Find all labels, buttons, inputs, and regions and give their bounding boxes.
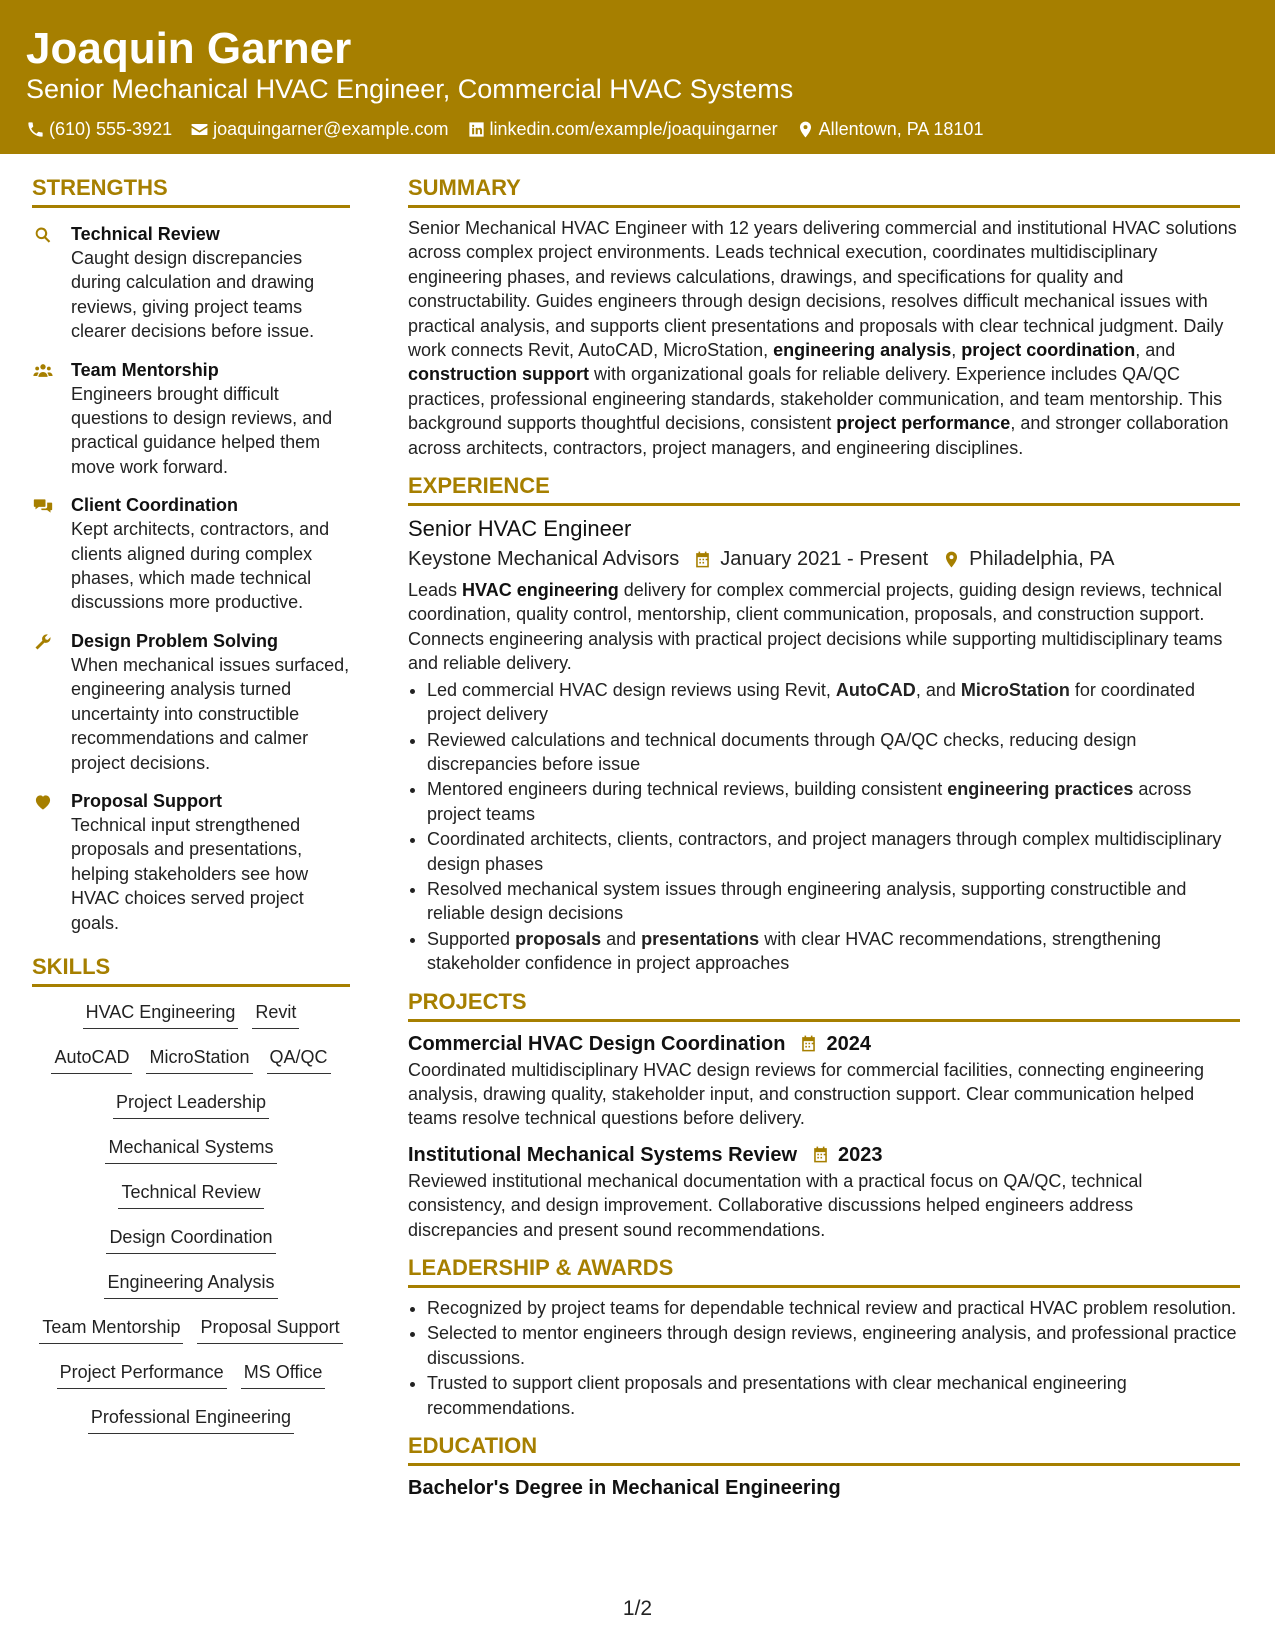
company-name: Keystone Mechanical Advisors <box>408 548 680 571</box>
project-header <box>408 1141 1240 1169</box>
skill-tag: Mechanical Systems <box>105 1135 276 1164</box>
projects-list <box>408 1030 1240 1242</box>
contact-linkedin[interactable] <box>467 116 778 142</box>
skill-tag: Team Mentorship <box>39 1315 183 1344</box>
strength-description: When mechanical issues surfaced, engineering analysis turned uncertainty into constructible recommendations and calmer project decisions. <box>71 654 350 773</box>
job-location: Philadelphia, PA <box>969 548 1115 571</box>
skill-tag: Project Performance <box>57 1360 227 1389</box>
resume-header <box>0 0 1275 154</box>
linkedin-text: linkedin.com/example/joaquingarner <box>489 119 778 139</box>
job-meta <box>408 544 1240 574</box>
linkedin-icon <box>467 120 486 139</box>
wrench-icon <box>32 632 54 652</box>
body-text: Leads <box>408 580 463 601</box>
map-marker-icon <box>796 120 815 139</box>
body-text: for coordinated project delivery <box>427 679 1195 725</box>
candidate-name: Joaquin Garner <box>26 24 352 73</box>
skill-tag: Technical Review <box>118 1180 263 1209</box>
leadership-list <box>408 1296 1240 1420</box>
strength-title: Proposal Support <box>71 790 223 811</box>
emphasis-text: MicroStation <box>960 679 1070 700</box>
contact-location <box>796 116 984 142</box>
body-text: Senior Mechanical HVAC Engineer with 12 years delivering commercial and institutional HVAC solutions across complex project environments. Leads technical execution, coordinates multidisciplinary engineering phases, and reviews calculations, drawings, and specifications for quality and constructability. Guides engineers through design decisions, resolves difficult mechanical issues with practical analysis, and supports client presentations and proposals with clear technical judgment. Daily work connects Revit, AutoCAD, MicroStation, <box>408 218 1237 361</box>
strength-title: Team Mentorship <box>71 359 219 380</box>
skill-tag: Project Leadership <box>113 1090 269 1119</box>
strength-description: Caught design discrepancies during calculation and drawing reviews, giving project teams clearer decisions before issue. <box>71 248 315 342</box>
summary-heading: SUMMARY <box>408 174 1240 208</box>
strength-title: Design Problem Solving <box>71 630 279 651</box>
skill-tag: MicroStation <box>146 1045 252 1074</box>
strength-description: Technical input strengthened proposals and presentations, helping stakeholders see how HVAC choices served project goals. <box>71 814 309 933</box>
summary-section <box>408 174 1240 460</box>
body-text: Mentored engineers during technical reviews, building consistent <box>427 779 948 800</box>
skill-tag: MS Office <box>241 1360 326 1389</box>
skill-tag: QA/QC <box>267 1045 331 1074</box>
leadership-item: • Recognized by project teams for dependable technical review and practical HVAC problem resolution. <box>427 1296 1240 1320</box>
education-heading: EDUCATION <box>408 1432 1240 1466</box>
experience-heading: EXPERIENCE <box>408 472 1240 506</box>
skills-heading: SKILLS <box>32 953 350 987</box>
job-bullet <box>427 927 1240 976</box>
strength-description: Engineers brought difficult questions to design reviews, and practical guidance helped them move work forward. <box>71 383 333 477</box>
emphasis-text: presentations <box>641 928 760 949</box>
skill-tag: AutoCAD <box>51 1045 132 1074</box>
strength-item <box>32 789 350 935</box>
body-text: Reviewed calculations and technical documents through QA/QC checks, reducing design discrepancies before issue <box>427 729 1137 774</box>
summary-text <box>408 216 1240 460</box>
emphasis-text: engineering practices <box>947 779 1134 800</box>
body-text: Supported <box>427 928 516 949</box>
job-bullet <box>427 678 1240 727</box>
heart-icon <box>32 792 54 812</box>
strengths-list <box>32 222 350 935</box>
education-section <box>408 1432 1240 1502</box>
calendar-icon <box>799 1034 818 1053</box>
skill-tag: Proposal Support <box>197 1315 342 1344</box>
map-marker-icon <box>942 550 961 569</box>
strength-title: Technical Review <box>71 224 220 244</box>
job-bullet <box>427 728 1240 777</box>
project-year: 2024 <box>826 1032 871 1055</box>
contact-phone[interactable] <box>26 116 172 142</box>
skill-tag: Engineering Analysis <box>104 1270 277 1299</box>
emphasis-text: construction support <box>408 364 589 385</box>
leadership-section <box>408 1254 1240 1420</box>
project-description: Coordinated multidisciplinary HVAC design reviews for commercial facilities, connecting engineering analysis, drawing quality, stakeholder input, and construction support. Clear communication helped teams resolve technical questions before delivery. <box>408 1059 1205 1129</box>
skills-section <box>32 953 350 1445</box>
body-text: across project teams <box>427 779 1192 824</box>
body-text: with organizational goals for reliable delivery. Experience includes QA/QC practices, professional engineering standards, stakeholder communication, and team mentorship. This background supports thoughtful decisions, consistent <box>408 364 1223 434</box>
calendar-icon <box>811 1145 830 1164</box>
project-name: Institutional Mechanical Systems Review <box>408 1143 798 1166</box>
project-description: Reviewed institutional mechanical documentation with a practical focus on QA/QC, technical consistency, and design improvement. Collaborative discussions helped engineers address discrepancies and present sound recommendations. <box>408 1170 1143 1240</box>
body-text: , and <box>1135 340 1176 361</box>
skill-tag: Professional Engineering <box>88 1405 294 1434</box>
body-text: delivery for complex commercial projects, guiding design reviews, technical coordination, quality control, mentorship, client communication, proposals, and construction support. Connects engineering analysis with practical project decisions while supporting multidisciplinary teams and reliable delivery. <box>408 580 1223 674</box>
body-text: and <box>601 928 642 949</box>
contact-email[interactable] <box>190 116 448 142</box>
left-column <box>32 174 350 1457</box>
strength-item <box>32 358 350 480</box>
job-dates: January 2021 - Present <box>720 548 929 571</box>
envelope-icon <box>190 120 209 139</box>
job-intro <box>408 578 1240 676</box>
leadership-heading: LEADERSHIP & AWARDS <box>408 1254 1240 1288</box>
job-bullet <box>427 827 1240 876</box>
strengths-heading: STRENGTHS <box>32 174 350 208</box>
job-title: Senior HVAC Engineer <box>408 516 632 542</box>
project-year: 2023 <box>838 1143 883 1166</box>
body-text: , <box>951 340 962 361</box>
emphasis-text: AutoCAD <box>835 679 916 700</box>
job-bullet <box>427 877 1240 926</box>
strength-item <box>32 493 350 615</box>
project-name: Commercial HVAC Design Coordination <box>408 1032 786 1055</box>
strengths-section <box>32 174 350 935</box>
education-degree: Bachelor's Degree in Mechanical Engineering <box>408 1477 841 1500</box>
body-text: , and <box>915 679 961 700</box>
emphasis-text: HVAC engineering <box>462 580 619 601</box>
strength-title: Client Coordination <box>71 495 238 516</box>
leadership-item: • Selected to mentor engineers through design reviews, engineering analysis, and professional practice discussions. <box>427 1321 1240 1370</box>
emphasis-text: engineering analysis <box>773 340 952 361</box>
projects-section <box>408 988 1240 1242</box>
phone-text: (610) 555-3921 <box>49 119 173 139</box>
calendar-icon <box>693 550 712 569</box>
skill-tag: Revit <box>252 1000 299 1029</box>
skill-tag: Design Coordination <box>106 1225 275 1254</box>
emphasis-text: project coordination <box>961 340 1136 361</box>
page-number: 1/2 <box>622 1597 653 1620</box>
skills-list <box>32 995 350 1445</box>
job-bullet <box>427 777 1240 826</box>
experience-section <box>408 472 1240 976</box>
emphasis-text: project performance <box>836 413 1011 434</box>
project-header <box>408 1030 1240 1058</box>
skill-tag: HVAC Engineering <box>83 1000 239 1029</box>
body-text: Coordinated architects, clients, contractors, and project managers through complex multidisciplinary design phases <box>427 829 1222 874</box>
candidate-headline: Senior Mechanical HVAC Engineer, Commercial HVAC Systems <box>26 74 794 104</box>
body-text: with clear HVAC recommendations, strengthening stakeholder confidence in project approaches <box>427 928 1162 974</box>
email-text: joaquingarner@example.com <box>213 119 449 139</box>
phone-icon <box>26 120 45 139</box>
strength-item <box>32 629 350 775</box>
contact-bar <box>26 116 1001 142</box>
emphasis-text: proposals <box>515 928 602 949</box>
body-text: , and stronger collaboration across architects, contractors, project managers, and engineering disciplines. <box>408 413 1229 458</box>
location-text: Allentown, PA 18101 <box>818 119 984 139</box>
leadership-item: • Trusted to support client proposals and presentations with clear mechanical engineering recommendations. <box>427 1371 1240 1420</box>
projects-heading: PROJECTS <box>408 988 1240 1022</box>
users-icon <box>32 361 54 381</box>
strength-item <box>32 222 350 344</box>
comments-icon <box>32 496 54 516</box>
strength-description: Kept architects, contractors, and clients aligned during complex phases, which made technical discussions more productive. <box>71 519 330 613</box>
job-bullets <box>408 678 1240 976</box>
body-text: Led commercial HVAC design reviews using Revit, <box>427 679 836 700</box>
right-column <box>408 174 1240 1514</box>
magnifier-icon <box>32 225 54 245</box>
body-text: Resolved mechanical system issues through engineering analysis, supporting constructible and reliable design decisions <box>427 878 1187 924</box>
